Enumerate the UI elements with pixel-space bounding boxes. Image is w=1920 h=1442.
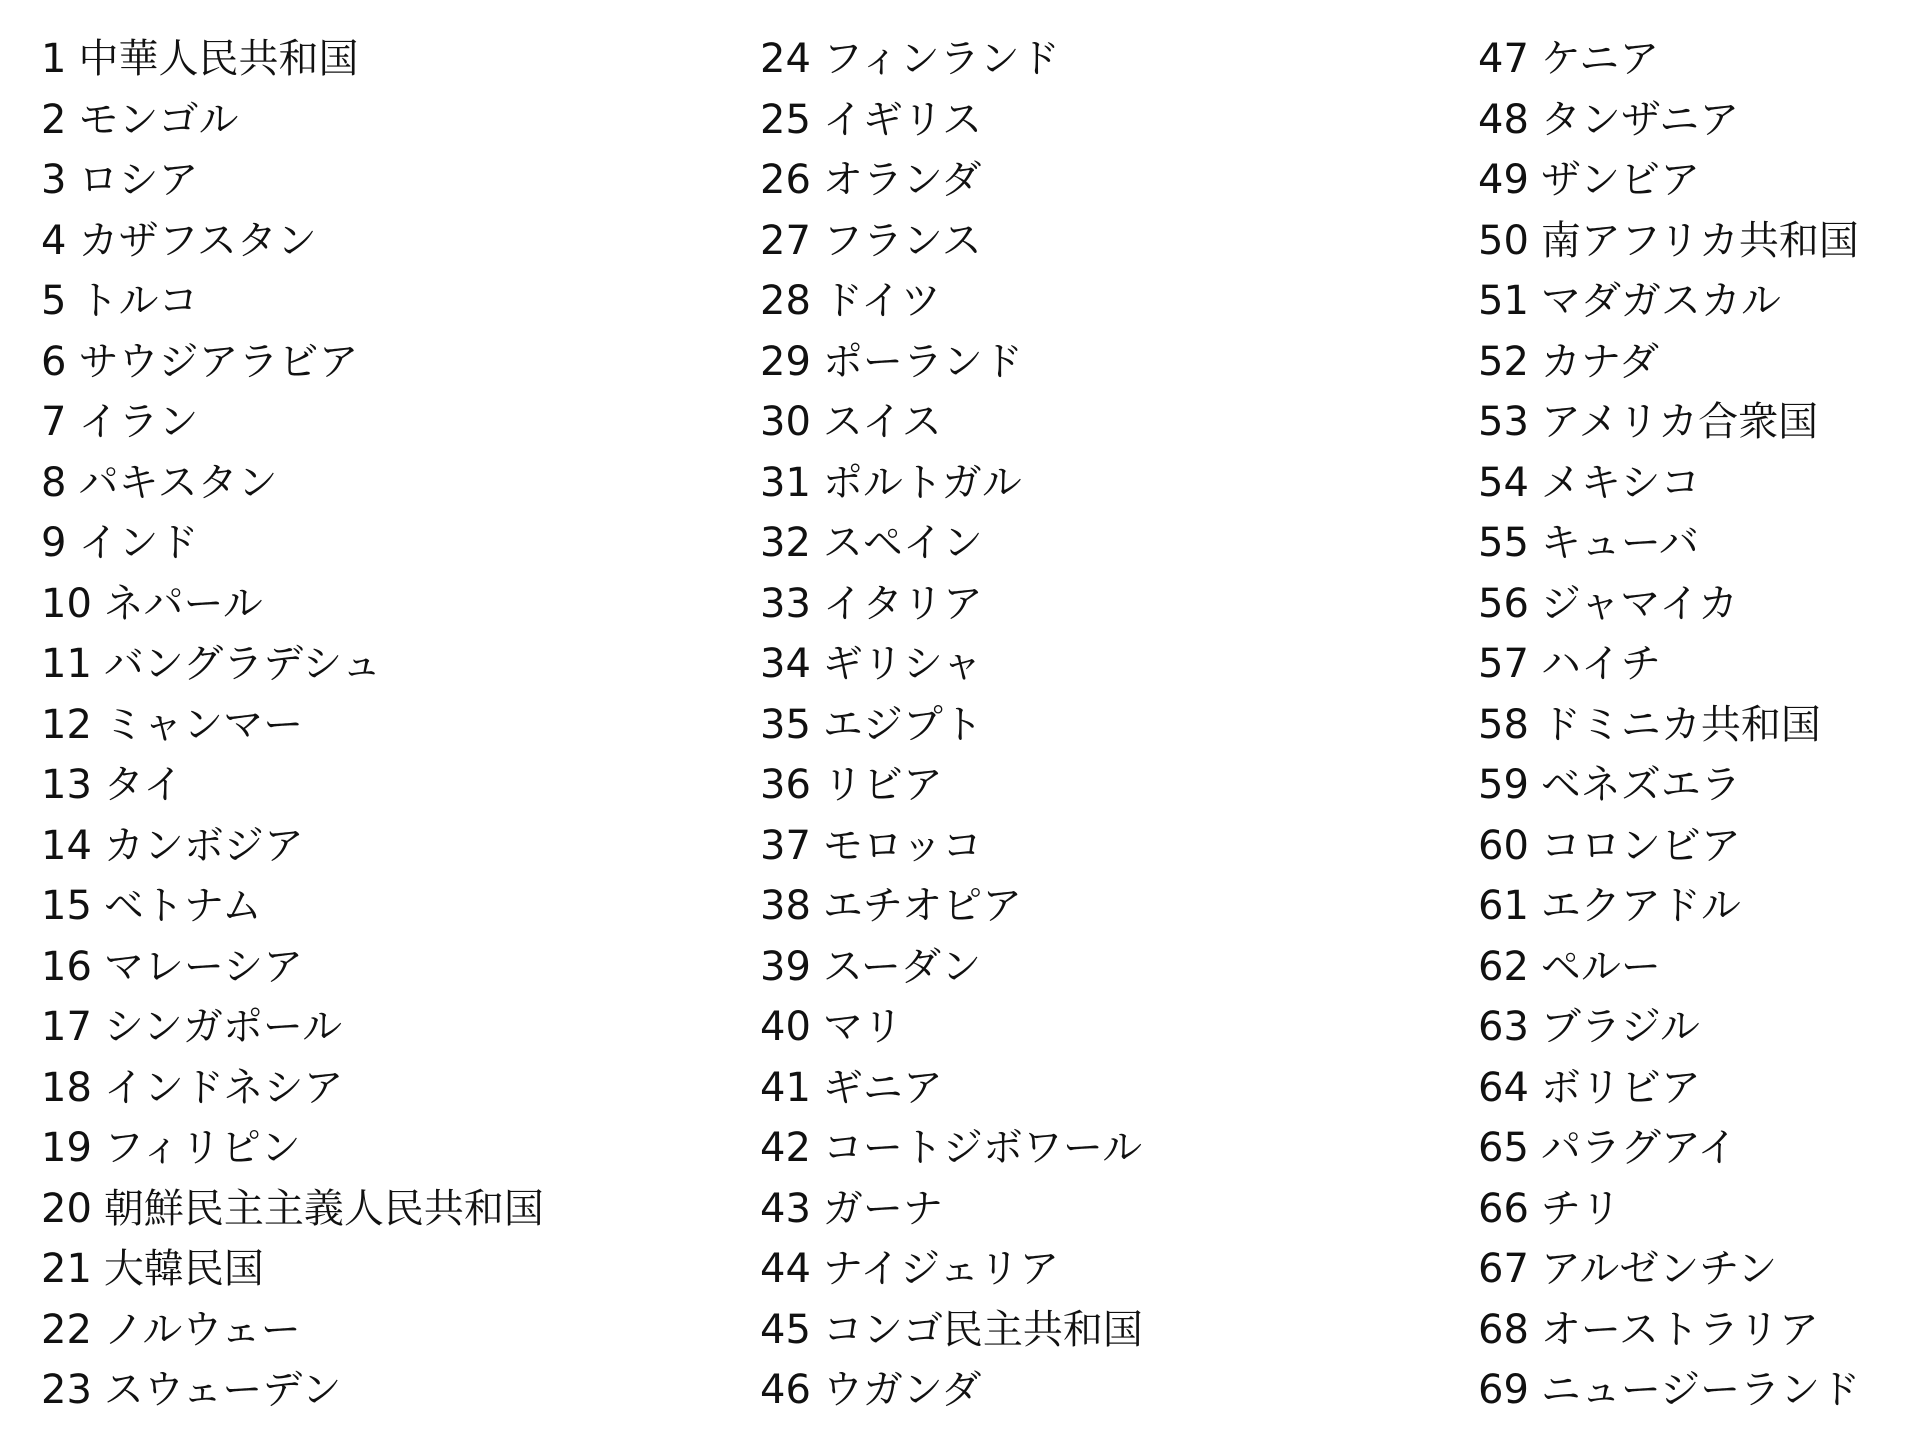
country-list-item — [760, 1360, 1460, 1421]
country-number: 69 — [1478, 1367, 1529, 1413]
country-number: 41 — [760, 1064, 811, 1111]
country-list-item — [760, 1300, 1460, 1361]
country-name: イギリス — [822, 96, 983, 143]
country-number: 20 — [41, 1185, 92, 1232]
country-list-item — [41, 392, 741, 453]
country-list-item — [1478, 453, 1908, 514]
country-list-item — [41, 332, 741, 393]
country-number: 19 — [41, 1125, 92, 1171]
country-number: 25 — [760, 96, 811, 143]
country-number: 53 — [1478, 399, 1529, 445]
country-name: ペルー — [1540, 943, 1661, 990]
country-number: 48 — [1478, 96, 1529, 143]
country-name: ハイチ — [1540, 641, 1661, 687]
country-list-item — [41, 1118, 741, 1179]
country-list-item — [760, 211, 1460, 272]
country-list-item — [760, 29, 1460, 90]
country-name: ニュージーランド — [1540, 1367, 1861, 1413]
country-list-item — [1478, 90, 1908, 151]
country-name: パキスタン — [78, 459, 278, 506]
country-number: 40 — [760, 1004, 811, 1050]
country-number: 26 — [760, 157, 811, 203]
country-number: 27 — [760, 217, 811, 264]
country-name: カザフスタン — [78, 217, 317, 264]
country-name: カンボジア — [103, 822, 304, 869]
country-list-item — [1478, 29, 1908, 90]
country-list-item — [41, 876, 741, 937]
country-number: 6 — [41, 338, 67, 385]
country-number: 46 — [760, 1367, 811, 1413]
country-number: 66 — [1478, 1185, 1529, 1232]
country-list-item — [760, 1239, 1460, 1300]
country-number: 39 — [760, 943, 811, 990]
country-name: アルゼンチン — [1540, 1246, 1778, 1292]
country-number: 60 — [1478, 822, 1529, 869]
country-number: 68 — [1478, 1306, 1529, 1353]
country-list-item — [1478, 513, 1908, 574]
country-list-item — [1478, 150, 1908, 211]
country-list-item — [760, 937, 1460, 998]
country-number: 5 — [41, 278, 67, 324]
country-number: 55 — [1478, 520, 1529, 566]
country-name: シンガポール — [103, 1004, 343, 1050]
country-number: 65 — [1478, 1125, 1529, 1171]
country-list-item — [41, 816, 741, 877]
country-number: 61 — [1478, 883, 1529, 929]
country-number: 34 — [760, 641, 811, 687]
country-number: 2 — [41, 96, 67, 143]
country-list-item — [760, 755, 1460, 816]
country-name: カナダ — [1540, 338, 1659, 385]
country-name: サウジアラビア — [78, 338, 359, 385]
country-number: 45 — [760, 1306, 811, 1353]
country-list-item — [1478, 211, 1908, 272]
country-number: 36 — [760, 762, 811, 808]
country-name: インドネシア — [103, 1064, 344, 1111]
country-number: 16 — [41, 943, 92, 990]
country-number: 37 — [760, 822, 811, 869]
country-list-item — [41, 1179, 741, 1240]
country-number: 8 — [41, 459, 67, 506]
country-list-item — [1478, 937, 1908, 998]
country-name: オーストラリア — [1540, 1306, 1819, 1353]
country-number: 21 — [41, 1246, 92, 1292]
country-name: マダガスカル — [1540, 278, 1781, 324]
country-name: タンザニア — [1540, 96, 1740, 143]
country-name: スイス — [822, 399, 942, 445]
country-number: 17 — [41, 1004, 92, 1050]
country-list-item — [1478, 997, 1908, 1058]
country-list-item — [41, 1058, 741, 1119]
country-list-item — [760, 271, 1460, 332]
country-number: 28 — [760, 278, 811, 324]
country-list-item — [760, 513, 1460, 574]
country-list-item — [760, 1058, 1460, 1119]
country-number: 43 — [760, 1185, 811, 1232]
country-name: ナイジェリア — [822, 1246, 1060, 1292]
country-list-item — [41, 574, 741, 635]
country-name: ロシア — [78, 157, 199, 203]
country-number: 35 — [760, 701, 811, 748]
country-name: ノルウェー — [103, 1306, 301, 1353]
country-list-item — [760, 1179, 1460, 1240]
country-list-item — [41, 1300, 741, 1361]
country-number: 23 — [41, 1367, 92, 1413]
country-list-item — [760, 150, 1460, 211]
country-number: 63 — [1478, 1004, 1529, 1050]
country-number: 51 — [1478, 278, 1529, 324]
country-list-item — [41, 755, 741, 816]
country-name: ギニア — [822, 1064, 943, 1111]
country-list-item — [1478, 574, 1908, 635]
country-list-item — [1478, 1239, 1908, 1300]
country-name: キューバ — [1540, 520, 1699, 566]
country-name: フィンランド — [822, 36, 1060, 82]
country-name: メキシコ — [1540, 459, 1701, 506]
country-name: イタリア — [822, 580, 983, 627]
country-list-item — [1478, 1058, 1908, 1119]
country-number: 14 — [41, 822, 92, 869]
country-name: マレーシア — [103, 943, 304, 990]
country-name: フランス — [822, 217, 982, 264]
country-name: バングラデシュ — [103, 641, 382, 687]
country-list-item — [760, 634, 1460, 695]
country-name: アメリカ合衆国 — [1540, 399, 1819, 445]
country-number: 10 — [41, 580, 92, 627]
country-name: パラグアイ — [1540, 1125, 1738, 1171]
country-number: 42 — [760, 1125, 811, 1171]
country-list-item — [41, 211, 741, 272]
country-name: スーダン — [822, 943, 982, 990]
country-number: 44 — [760, 1246, 811, 1292]
country-name: モロッコ — [822, 822, 983, 869]
country-number: 59 — [1478, 762, 1529, 808]
country-name: コロンビア — [1540, 822, 1741, 869]
country-column-1 — [41, 29, 741, 1421]
country-number: 57 — [1478, 641, 1529, 687]
country-name: モンゴル — [78, 96, 239, 143]
country-name: チリ — [1540, 1185, 1621, 1232]
country-name: マリ — [822, 1004, 903, 1050]
country-number: 56 — [1478, 580, 1529, 627]
country-name: エクアドル — [1540, 883, 1741, 929]
country-name: ポルトガル — [822, 459, 1022, 506]
country-number: 4 — [41, 217, 67, 264]
country-number: 49 — [1478, 157, 1529, 203]
country-list-item — [41, 513, 741, 574]
country-list-item — [760, 997, 1460, 1058]
country-name: 中華人民共和国 — [78, 36, 359, 82]
country-list-item — [1478, 1300, 1908, 1361]
country-number: 54 — [1478, 459, 1529, 506]
country-list-item — [1478, 695, 1908, 756]
country-name: トルコ — [78, 278, 199, 324]
country-list-item — [760, 574, 1460, 635]
country-number: 64 — [1478, 1064, 1529, 1111]
country-list-item — [1478, 332, 1908, 393]
country-number: 12 — [41, 701, 92, 748]
country-list-item — [760, 332, 1460, 393]
country-list-item — [1478, 634, 1908, 695]
country-list-item — [41, 29, 741, 90]
country-list-item — [1478, 392, 1908, 453]
country-list-item — [1478, 1179, 1908, 1240]
country-number: 50 — [1478, 217, 1529, 264]
country-number: 62 — [1478, 943, 1529, 990]
country-number: 47 — [1478, 36, 1529, 82]
country-name: オランダ — [822, 157, 982, 203]
country-name: ウガンダ — [822, 1367, 982, 1413]
country-name: エジプト — [822, 701, 983, 748]
country-list-item — [41, 1239, 741, 1300]
country-name: 大韓民国 — [103, 1246, 264, 1292]
country-name: ベトナム — [103, 883, 262, 929]
country-name: リビア — [822, 762, 943, 808]
country-list-item — [760, 453, 1460, 514]
country-number: 30 — [760, 399, 811, 445]
country-list-item — [41, 695, 741, 756]
country-name: ジャマイカ — [1540, 580, 1739, 627]
country-number: 31 — [760, 459, 811, 506]
country-number: 11 — [41, 641, 92, 687]
country-name: ギリシャ — [822, 641, 983, 687]
country-name: ブラジル — [1540, 1004, 1700, 1050]
country-list-item — [41, 997, 741, 1058]
country-name: ミャンマー — [103, 701, 304, 748]
country-list-item — [41, 271, 741, 332]
country-list-item — [760, 90, 1460, 151]
country-list-item — [760, 695, 1460, 756]
country-list-item — [1478, 876, 1908, 937]
country-name: フィリピン — [103, 1125, 301, 1171]
country-name: ドミニカ共和国 — [1540, 701, 1821, 748]
country-number: 3 — [41, 157, 67, 203]
country-number: 38 — [760, 883, 811, 929]
country-name: ベネズエラ — [1540, 762, 1741, 808]
country-list-item — [41, 150, 741, 211]
country-list-item — [760, 816, 1460, 877]
country-number: 22 — [41, 1306, 92, 1353]
country-list-item — [760, 876, 1460, 937]
country-name: スペイン — [822, 520, 983, 566]
country-name: コートジボワール — [822, 1125, 1143, 1171]
country-number: 58 — [1478, 701, 1529, 748]
country-number: 33 — [760, 580, 811, 627]
country-list-item — [41, 453, 741, 514]
country-column-3 — [1478, 29, 1908, 1421]
country-number: 67 — [1478, 1246, 1529, 1292]
country-number: 9 — [41, 520, 67, 566]
country-number: 24 — [760, 36, 811, 82]
country-list-item — [41, 1360, 741, 1421]
country-name: ドイツ — [822, 278, 941, 324]
country-name: ボリビア — [1540, 1064, 1701, 1111]
country-number: 29 — [760, 338, 811, 385]
country-name: ネパール — [103, 580, 263, 627]
country-number: 52 — [1478, 338, 1529, 385]
country-number: 32 — [760, 520, 811, 566]
country-name: ポーランド — [822, 338, 1023, 385]
country-name: イラン — [78, 399, 199, 445]
country-name: ガーナ — [822, 1185, 943, 1232]
country-number: 7 — [41, 399, 67, 445]
country-name: ザンビア — [1540, 157, 1701, 203]
country-number: 18 — [41, 1064, 92, 1111]
country-list-item — [41, 90, 741, 151]
country-list-item — [1478, 1360, 1908, 1421]
country-list-item — [760, 392, 1460, 453]
country-number: 13 — [41, 762, 92, 808]
country-list-item — [1478, 1118, 1908, 1179]
country-number: 15 — [41, 883, 92, 929]
country-list-item — [41, 937, 741, 998]
country-list-item — [1478, 271, 1908, 332]
country-number: 1 — [41, 36, 67, 82]
country-column-2 — [760, 29, 1460, 1421]
country-list-item — [1478, 755, 1908, 816]
country-name: スウェーデン — [103, 1367, 342, 1413]
country-name: コンゴ民主共和国 — [822, 1306, 1143, 1353]
country-list-item — [760, 1118, 1460, 1179]
country-list-item — [1478, 816, 1908, 877]
country-name: インド — [78, 520, 199, 566]
country-name: エチオピア — [822, 883, 1023, 929]
country-name: タイ — [103, 762, 184, 808]
country-name: 朝鮮民主主義人民共和国 — [103, 1185, 544, 1232]
country-name: ケニア — [1540, 36, 1660, 82]
country-list-item — [41, 634, 741, 695]
country-name: 南アフリカ共和国 — [1540, 217, 1859, 264]
